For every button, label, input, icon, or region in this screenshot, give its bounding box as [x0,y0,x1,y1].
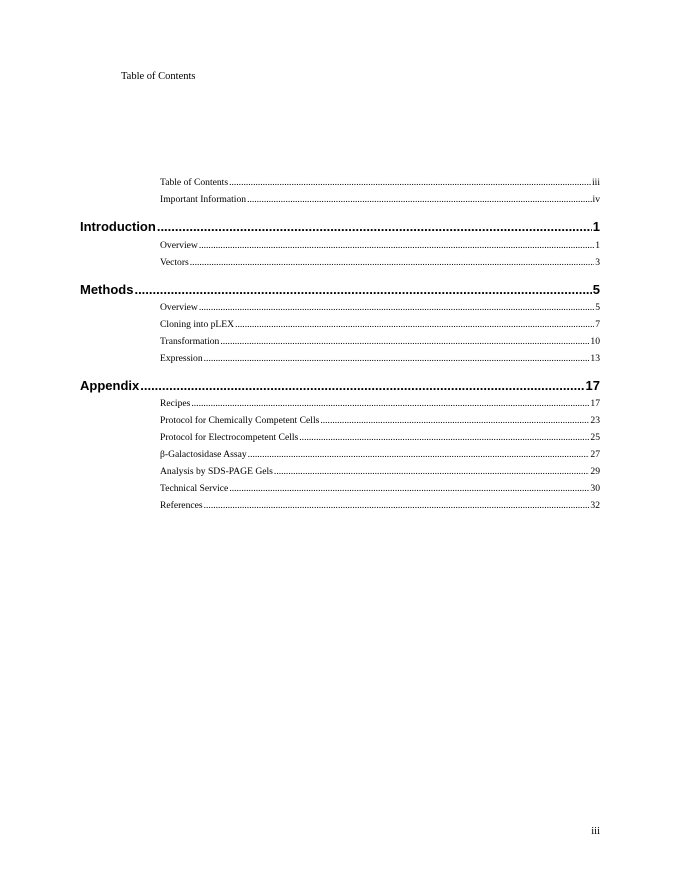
toc-section-appendix[interactable] [80,378,600,394]
toc-entry-page: 23 [590,415,600,426]
dot-leader [235,319,594,331]
dot-leader [247,194,591,206]
toc-entry-label: Technical Service [160,483,229,494]
toc-entry-page: 7 [595,319,600,330]
page-header-title: Table of Contents [121,71,196,82]
toc-entry-label: Overview [160,240,198,251]
toc-section-page: 5 [592,282,600,297]
toc-section-methods[interactable] [80,282,600,298]
toc-entry-chemically-competent-cells[interactable] [160,415,600,427]
toc-entry-page: 30 [590,483,600,494]
dot-leader [204,353,590,365]
dot-leader [199,302,594,314]
toc-entry-label: Protocol for Chemically Competent Cells [160,415,320,426]
toc-entry-page: 10 [590,336,600,347]
toc-entry-label: Cloning into pLEX [160,319,235,330]
toc-entry-sds-page-gels[interactable] [160,466,600,478]
toc-entry-cloning-into-plex[interactable] [160,319,600,331]
toc-entry-table-of-contents[interactable] [160,177,600,189]
toc-entry-page: 17 [590,398,600,409]
toc-entry-label: Important Information [160,194,247,205]
toc-entry-page: 27 [590,449,600,460]
toc-entry-label: Recipes [160,398,191,409]
toc-entry-page: 13 [590,353,600,364]
toc-entry-label: β-Galactosidase Assay [160,449,247,460]
footer-page-number: iii [591,826,600,837]
toc-section-introduction[interactable] [80,219,600,235]
dot-leader [320,415,589,427]
dot-leader [134,282,591,298]
dot-leader [299,432,589,444]
toc-entry-page: 32 [590,500,600,511]
dot-leader [157,219,592,235]
dot-leader [229,483,589,495]
toc-entry-electrocompetent-cells[interactable] [160,432,600,444]
dot-leader [191,398,589,410]
toc-entry-label: Vectors [160,257,189,268]
toc-entry-label: Protocol for Electrocompetent Cells [160,432,299,443]
toc-entry-technical-service[interactable] [160,483,600,495]
toc-entry-label: Overview [160,302,198,313]
toc-section-label: Introduction [80,219,156,234]
toc-entry-label: References [160,500,203,511]
dot-leader [220,336,589,348]
toc-entry-label: Analysis by SDS-PAGE Gels [160,466,273,477]
toc-section-label: Appendix [80,378,140,393]
toc-entry-page: 29 [590,466,600,477]
toc-entry-important-information[interactable] [160,194,600,206]
dot-leader [274,466,589,478]
toc-entry-vectors[interactable] [160,257,600,269]
toc-entry-label: Table of Contents [160,177,229,188]
toc-section-page: 1 [592,219,600,234]
toc-entry-page: 25 [590,432,600,443]
toc-entry-page: 5 [595,302,600,313]
toc-entry-page: iii [592,177,600,188]
toc-entry-beta-galactosidase-assay[interactable] [160,449,600,461]
toc-entry-transformation[interactable] [160,336,600,348]
toc-entry-recipes[interactable] [160,398,600,410]
dot-leader [248,449,590,461]
dot-leader [190,257,594,269]
toc-entry-references[interactable] [160,500,600,512]
toc-entry-label: Expression [160,353,203,364]
toc-entry-expression[interactable] [160,353,600,365]
toc-entry-page: 3 [595,257,600,268]
dot-leader [229,177,591,189]
toc-section-label: Methods [80,282,134,297]
dot-leader [204,500,590,512]
toc-entry-overview[interactable] [160,240,600,252]
toc-entry-label: Transformation [160,336,220,347]
dot-leader [140,378,584,394]
toc-section-page: 17 [585,378,600,393]
toc-entry-page: 1 [595,240,600,251]
toc-entry-page: iv [592,194,600,205]
toc-entry-overview[interactable] [160,302,600,314]
dot-leader [199,240,594,252]
